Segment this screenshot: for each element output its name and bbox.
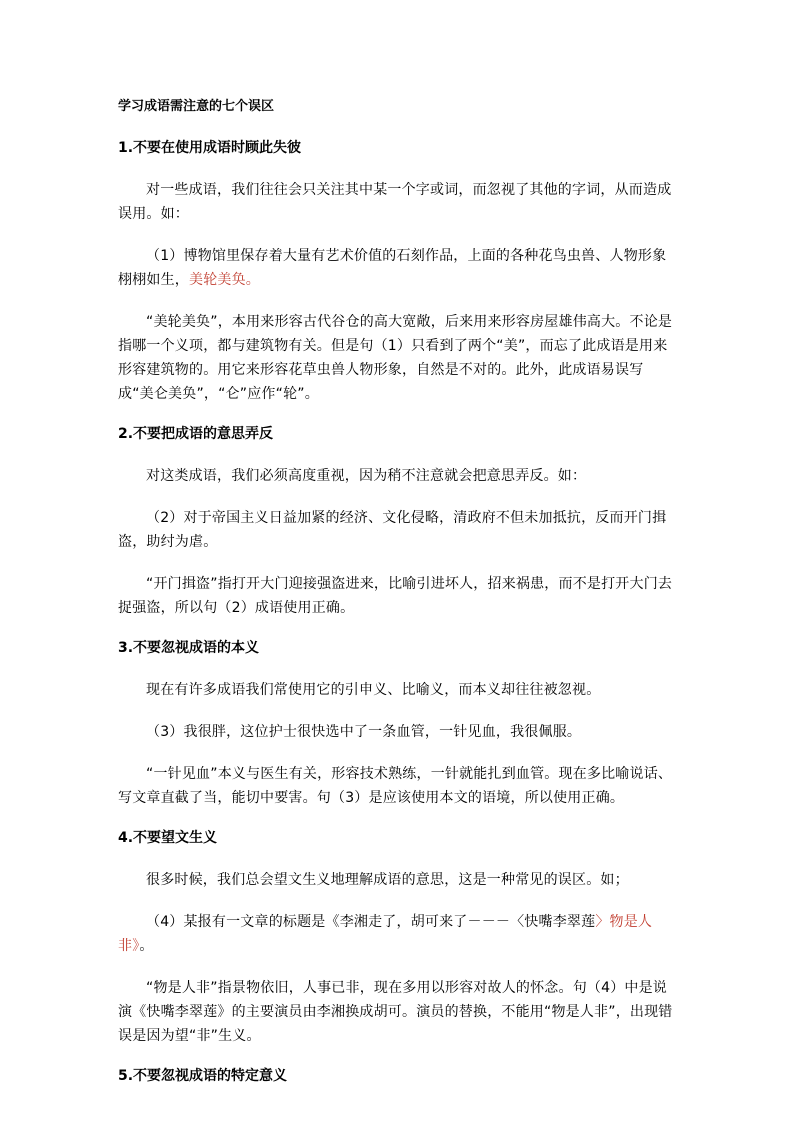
section-4-intro: 很多时候，我们总会望文生义地理解成语的意思，这是一种常见的误区。如； [146, 872, 629, 888]
section-3-heading: 3.不要忽视成语的本义 [118, 640, 260, 656]
section-3-explanation: “一针见血”本义与医生有关，形容技术熟练，一针就能扎到血管。现在多比喻说话、写文章直截了当，能切中要害。句（3）是应该使用本文的语境，所以使用正确。 [118, 766, 673, 806]
section-1-heading: 1.不要在使用成语时顾此失彼 [118, 140, 302, 156]
example-1-text: （1）博物馆里保存着大量有艺术价值的石刻作品，上面的各种花鸟虫兽、人物形象栩栩如生， [118, 248, 667, 288]
section-1-intro: 对一些成语，我们往往会只关注其中某一个字或词，而忽视了其他的字词，从而造成误用。如： [118, 182, 672, 222]
section-1-example [118, 244, 678, 292]
section-2-heading: 2.不要把成语的意思弄反 [118, 426, 274, 442]
section-1-explanation: “美轮美奂”，本用来形容古代谷仓的高大宽敞，后来用来形容房屋雄伟高大。不论是指哪一个义项，都与建筑物有关。但是句（1）只看到了两个“美”，而忘了此成语是用来形容建筑物的。用它来形容花草虫兽人物形象，自然是不对的。此外，此成语易误写成“美仑美奂”，“仑”应作“轮”。 [118, 314, 673, 402]
section-3-intro: 现在有许多成语我们常使用它的引申义、比喻义，而本义却往往被忽视。 [146, 682, 601, 698]
section-2-example: （2）对于帝国主义日益加紧的经济、文化侵略，清政府不但未加抵抗，反而开门揖盗，助纣为虐。 [118, 510, 667, 550]
section-4-example [118, 910, 678, 958]
example-4-end: 。 [139, 938, 154, 954]
section-2-explanation: “开门揖盗”指打开大门迎接强盗进来，比喻引进坏人，招来祸患，而不是打开大门去捉强盗，所以句（2）成语使用正确。 [118, 576, 673, 616]
highlighted-idiom: 〉物是人非》 [118, 914, 653, 954]
section-2-intro: 对这类成语，我们必须高度重视，因为稍不注意就会把意思弄反。如： [146, 468, 587, 484]
section-4-explanation: “物是人非”指景物依旧，人事已非，现在多用以形容对故人的怀念。句（4）中是说演《快嘴李翠莲》的主要演员由李湘换成胡可。演员的替换，不能用“物是人非”，出现错误是因为望“非”生义。 [118, 980, 673, 1044]
section-3-example: （3）我很胖，这位护士很快选中了一条血管，一针见血，我很佩服。 [146, 724, 582, 740]
highlighted-idiom: 美轮美奂。 [189, 272, 260, 288]
section-5-heading: 5.不要忽视成语的特定意义 [118, 1068, 288, 1084]
document-page [118, 98, 678, 1106]
section-4-heading: 4.不要望文生义 [118, 830, 218, 846]
example-4-text: （4）某报有一文章的标题是《李湘走了，胡可来了－－－〈快嘴李翠莲 [146, 914, 596, 930]
document-title: 学习成语需注意的七个误区 [118, 99, 275, 114]
